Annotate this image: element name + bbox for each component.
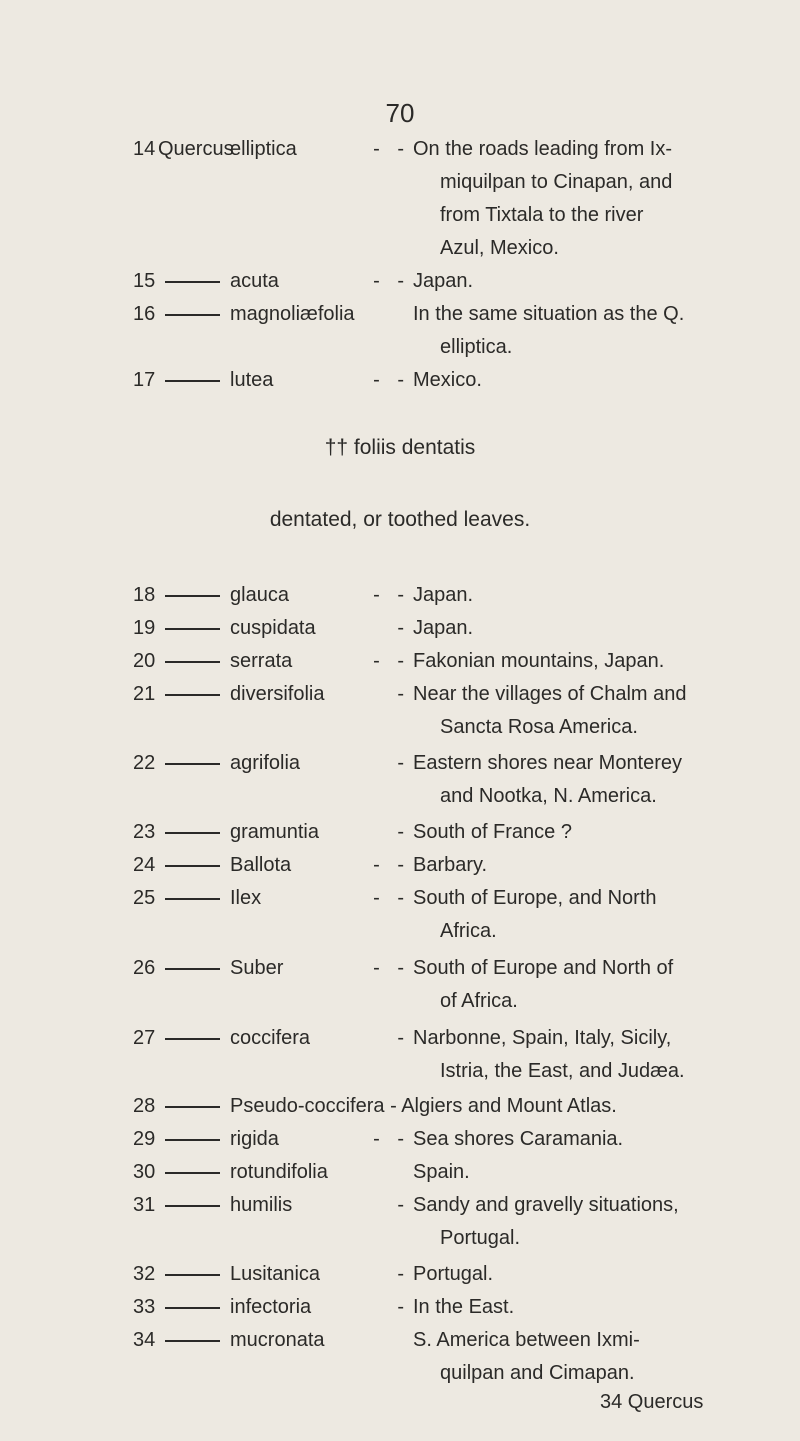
separator: - - — [373, 957, 410, 979]
separator: - — [397, 617, 410, 639]
entry-number: 19 — [133, 617, 156, 639]
list-item — [0, 1323, 800, 1357]
ditto-rule — [165, 1307, 220, 1309]
ditto-rule — [165, 595, 220, 597]
section-subtitle: dentated, or toothed leaves. — [269, 508, 531, 531]
list-item — [0, 578, 800, 612]
species-name: Pseudo-coccifera - Algiers and Mount Atlas. — [230, 1095, 617, 1117]
locality: Spain. — [413, 1161, 470, 1183]
entry-number: 33 — [133, 1296, 156, 1318]
locality: In the East. — [413, 1296, 515, 1318]
separator: - - — [373, 584, 410, 606]
list-item — [0, 132, 800, 166]
ditto-rule — [165, 898, 220, 900]
separator: - - — [373, 1128, 410, 1150]
locality-continued: Azul, Mexico. — [440, 237, 559, 259]
locality-continued: elliptica. — [440, 336, 513, 358]
ditto-rule — [165, 763, 220, 765]
ditto-rule — [165, 1172, 220, 1174]
locality: Sandy and gravelly situations, — [413, 1194, 679, 1216]
locality: In the same situation as the Q. — [413, 303, 685, 325]
locality-continued: miquilpan to Cinapan, and — [440, 171, 673, 193]
locality: Fakonian mountains, Japan. — [413, 650, 665, 672]
species-name: diversifolia — [230, 683, 325, 705]
list-item — [0, 677, 800, 711]
entry-number: 15 — [133, 270, 156, 292]
locality: Japan. — [413, 270, 474, 292]
species-name: coccifera — [230, 1027, 311, 1049]
species-name: Ballota — [230, 854, 292, 876]
ditto-rule — [165, 1106, 220, 1108]
list-item — [0, 746, 800, 780]
entry-number: 29 — [133, 1128, 156, 1150]
entry-number: 22 — [133, 752, 156, 774]
ditto-rule — [165, 968, 220, 970]
separator: - — [397, 1263, 410, 1285]
separator: - — [397, 752, 410, 774]
locality-continued: from Tixtala to the river — [440, 204, 644, 226]
locality-continued: Istria, the East, and Judæa. — [440, 1060, 685, 1082]
locality: Sea shores Caramania. — [413, 1128, 624, 1150]
species-name: magnoliæfolia — [230, 303, 355, 325]
locality-continued: Portugal. — [440, 1227, 521, 1249]
species-name: elliptica — [230, 138, 297, 160]
list-item — [0, 815, 800, 849]
entry-number: 21 — [133, 683, 156, 705]
list-item — [0, 1122, 800, 1156]
species-name: mucronata — [230, 1329, 325, 1351]
locality: Eastern shores near Monterey — [413, 752, 683, 774]
genus-name: Quercus — [158, 138, 234, 160]
locality: Near the villages of Chalm and — [413, 683, 687, 705]
locality: Narbonne, Spain, Italy, Sicily, — [413, 1027, 672, 1049]
locality-continued: of Africa. — [440, 990, 518, 1012]
entry-number: 16 — [133, 303, 156, 325]
list-item — [0, 1089, 800, 1123]
entry-number: 20 — [133, 650, 156, 672]
ditto-rule — [165, 1038, 220, 1040]
list-item — [0, 644, 800, 678]
separator: - - — [373, 270, 410, 292]
entry-number: 17 — [133, 369, 156, 391]
species-name: acuta — [230, 270, 279, 292]
species-name: Ilex — [230, 887, 262, 909]
catchword: 34 Quercus — [600, 1391, 704, 1413]
separator: - — [397, 1296, 410, 1318]
ditto-rule — [165, 380, 220, 382]
locality-continued: and Nootka, N. America. — [440, 785, 657, 807]
list-item — [0, 1155, 800, 1189]
list-item — [0, 363, 800, 397]
entry-number: 27 — [133, 1027, 156, 1049]
locality: South of France ? — [413, 821, 572, 843]
species-name: Suber — [230, 957, 284, 979]
ditto-rule — [165, 661, 220, 663]
locality: S. America between Ixmi- — [413, 1329, 640, 1351]
locality: South of Europe, and North — [413, 887, 657, 909]
separator: - - — [373, 138, 410, 160]
entry-number: 34 — [133, 1329, 156, 1351]
separator: - - — [373, 650, 410, 672]
entry-number: 25 — [133, 887, 156, 909]
list-item — [0, 1021, 800, 1055]
locality: Barbary. — [413, 854, 488, 876]
locality-continued: Sancta Rosa America. — [440, 716, 638, 738]
ditto-rule — [165, 1340, 220, 1342]
species-name: rigida — [230, 1128, 279, 1150]
ditto-rule — [165, 1139, 220, 1141]
species-name: serrata — [230, 650, 293, 672]
list-item — [0, 951, 800, 985]
locality: Mexico. — [413, 369, 482, 391]
species-name: Lusitanica — [230, 1263, 321, 1285]
locality-continued: quilpan and Cimapan. — [440, 1362, 635, 1384]
species-name: lutea — [230, 369, 274, 391]
species-name: rotundifolia — [230, 1161, 328, 1183]
locality: Japan. — [413, 617, 474, 639]
separator: - — [397, 1194, 410, 1216]
entry-number: 31 — [133, 1194, 156, 1216]
entry-number: 28 — [133, 1095, 156, 1117]
list-item — [0, 1188, 800, 1222]
entry-number: 24 — [133, 854, 156, 876]
list-item — [0, 264, 800, 298]
species-name: agrifolia — [230, 752, 301, 774]
locality: On the roads leading from Ix- — [413, 138, 673, 160]
entry-number: 18 — [133, 584, 156, 606]
entry-number: 23 — [133, 821, 156, 843]
separator: - — [397, 1027, 410, 1049]
entry-number: 14 — [133, 138, 156, 160]
section-title: †† foliis dentatis — [324, 436, 476, 459]
ditto-rule — [165, 694, 220, 696]
locality: South of Europe and North of — [413, 957, 674, 979]
list-item — [0, 1257, 800, 1291]
species-name: cuspidata — [230, 617, 316, 639]
separator: - - — [373, 854, 410, 876]
species-name: humilis — [230, 1194, 293, 1216]
separator: - — [397, 683, 410, 705]
species-name: infectoria — [230, 1296, 312, 1318]
ditto-rule — [165, 1205, 220, 1207]
species-name: glauca — [230, 584, 289, 606]
locality: Portugal. — [413, 1263, 494, 1285]
separator: - - — [373, 887, 410, 909]
ditto-rule — [165, 1274, 220, 1276]
entry-number: 26 — [133, 957, 156, 979]
entry-number: 32 — [133, 1263, 156, 1285]
ditto-rule — [165, 832, 220, 834]
entry-number: 30 — [133, 1161, 156, 1183]
separator: - — [397, 821, 410, 843]
locality-continued: Africa. — [440, 920, 497, 942]
list-item — [0, 881, 800, 915]
ditto-rule — [165, 314, 220, 316]
separator: - - — [373, 369, 410, 391]
locality: Japan. — [413, 584, 474, 606]
list-item — [0, 611, 800, 645]
ditto-rule — [165, 628, 220, 630]
list-item — [0, 1290, 800, 1324]
species-name: gramuntia — [230, 821, 319, 843]
list-item — [0, 848, 800, 882]
ditto-rule — [165, 865, 220, 867]
ditto-rule — [165, 281, 220, 283]
page-number: 70 — [385, 98, 415, 128]
list-item — [0, 297, 800, 331]
